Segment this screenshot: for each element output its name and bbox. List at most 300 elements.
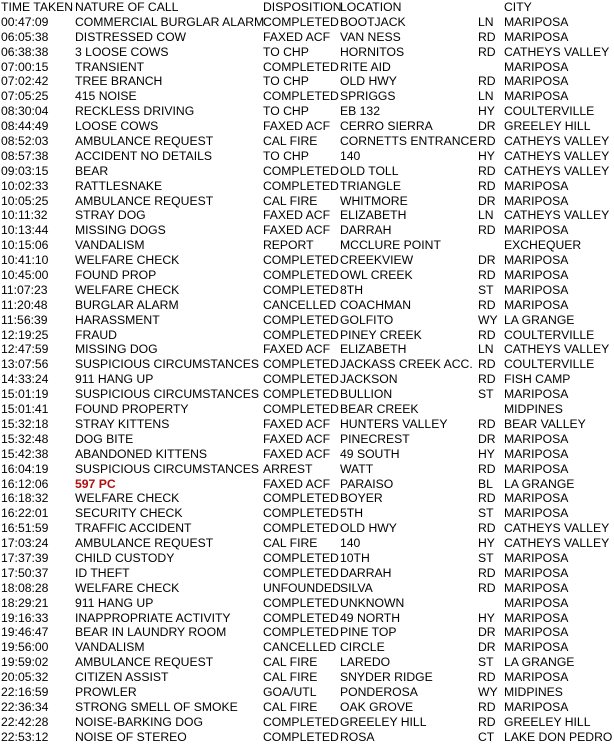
- cell-city: EXCHEQUER: [504, 238, 582, 253]
- cell-street-suffix: DR: [478, 193, 496, 208]
- cell-location: OLD HWY: [340, 521, 397, 536]
- cell-time: 11:07:23: [1, 282, 48, 297]
- cell-location: OLD TOLL: [340, 163, 399, 178]
- cell-location: VAN NESS: [340, 29, 401, 44]
- cell-disposition: COMPLETED: [263, 387, 339, 402]
- table-row: [1, 521, 613, 536]
- cell-disposition: COMPLETED: [263, 625, 339, 640]
- cell-city: MARIPOSA: [504, 640, 569, 655]
- cell-location: OWL CREEK: [340, 268, 413, 283]
- cell-location: JACKASS CREEK ACC.: [340, 357, 473, 372]
- cell-disposition: COMPLETED: [263, 714, 339, 729]
- cell-location: SNYDER RIDGE: [340, 670, 433, 685]
- table-row: [1, 283, 613, 298]
- cell-city: MARIPOSA: [504, 699, 569, 714]
- cell-location: BOYER: [340, 491, 383, 506]
- cell-city: MARIPOSA: [504, 506, 569, 521]
- cell-time: 16:12:06: [1, 476, 49, 491]
- cell-city: MARIPOSA: [504, 491, 569, 506]
- cell-city: CATHEYS VALLEY: [504, 163, 610, 178]
- cell-nature-of-call: SUSPICIOUS CIRCUMSTANCES: [75, 387, 259, 402]
- cell-nature-of-call: AMBULANCE REQUEST: [75, 536, 214, 551]
- header-time-taken: TIME TAKEN: [1, 0, 74, 14]
- cell-street-suffix: RD: [478, 372, 496, 387]
- cell-location: DARRAH: [340, 565, 392, 580]
- cell-street-suffix: BL: [478, 476, 493, 491]
- table-row: [1, 670, 613, 685]
- cell-location: UNKNOWN: [340, 595, 405, 610]
- cell-time: 06:38:38: [1, 44, 49, 59]
- cell-street-suffix: RD: [478, 268, 496, 283]
- cell-time: 15:42:38: [1, 446, 49, 461]
- cell-city: COULTERVILLE: [504, 104, 595, 119]
- table-row: [1, 551, 613, 566]
- cell-time: 18:08:28: [1, 580, 49, 595]
- cell-nature-of-call: MISSING DOGS: [75, 223, 166, 238]
- cell-street-suffix: RD: [478, 580, 496, 595]
- table-row: [1, 268, 613, 283]
- cell-street-suffix: RD: [478, 297, 496, 312]
- table-row: [1, 328, 613, 343]
- header-city: CITY: [504, 0, 532, 14]
- table-row: [1, 164, 613, 179]
- cell-location: CORNETTS ENTRANCE: [340, 134, 478, 149]
- table-row: [1, 447, 613, 462]
- cell-location: WATT: [340, 461, 374, 476]
- cell-street-suffix: LN: [478, 14, 494, 29]
- table-row: [1, 730, 613, 745]
- cell-location: PINEY CREEK: [340, 327, 422, 342]
- cell-street-suffix: RD: [478, 74, 496, 89]
- cell-street-suffix: DR: [478, 640, 496, 655]
- cell-street-suffix: WY: [478, 312, 498, 327]
- cell-nature-of-call: AMBULANCE REQUEST: [75, 193, 214, 208]
- cell-city: COULTERVILLE: [504, 327, 595, 342]
- cell-city: MARIPOSA: [504, 59, 569, 74]
- cell-nature-of-call: CHILD CUSTODY: [75, 550, 175, 565]
- cell-city: LA GRANGE: [504, 476, 575, 491]
- cell-location: SPRIGGS: [340, 89, 396, 104]
- cell-time: 10:45:00: [1, 268, 49, 283]
- cell-time: 08:52:03: [1, 134, 49, 149]
- cell-disposition: COMPLETED: [263, 595, 339, 610]
- cell-disposition: REPORT: [263, 238, 314, 253]
- cell-street-suffix: RD: [478, 44, 496, 59]
- table-row: [1, 640, 613, 655]
- cell-disposition: COMPLETED: [263, 178, 339, 193]
- cell-disposition: CAL FIRE: [263, 670, 318, 685]
- cell-disposition: COMPLETED: [263, 163, 339, 178]
- cell-disposition: CANCELLED: [263, 640, 337, 655]
- cell-city: MARIPOSA: [504, 268, 569, 283]
- table-row: [1, 104, 613, 119]
- cell-street-suffix: HY: [478, 148, 495, 163]
- cell-disposition: CAL FIRE: [263, 193, 318, 208]
- cell-nature-of-call: FOUND PROP: [75, 268, 157, 283]
- call-rows: [1, 15, 613, 745]
- cell-street-suffix: DR: [478, 119, 496, 134]
- cell-city: MARIPOSA: [504, 178, 569, 193]
- cell-location: ELIZABETH: [340, 208, 407, 223]
- cell-street-suffix: HY: [478, 104, 495, 119]
- cell-street-suffix: RD: [478, 699, 496, 714]
- cell-nature-of-call: STRONG SMELL OF SMOKE: [75, 699, 238, 714]
- table-row: [1, 253, 613, 268]
- cell-city: GREELEY HILL: [504, 119, 591, 134]
- table-row: [1, 685, 613, 700]
- cell-disposition: COMPLETED: [263, 491, 339, 506]
- table-row: [1, 462, 613, 477]
- cell-disposition: COMPLETED: [263, 357, 339, 372]
- cell-time: 07:05:25: [1, 89, 49, 104]
- cell-disposition: COMPLETED: [263, 729, 339, 744]
- cell-disposition: FAXED ACF: [263, 446, 331, 461]
- cell-street-suffix: ST: [478, 387, 494, 402]
- cell-location: RITE AID: [340, 59, 391, 74]
- header-row: [1, 0, 613, 15]
- table-row: [1, 655, 613, 670]
- cell-location: BOOTJACK: [340, 14, 406, 29]
- table-row: [1, 342, 613, 357]
- cell-disposition: COMPLETED: [263, 59, 339, 74]
- cell-disposition: COMPLETED: [263, 327, 339, 342]
- cell-time: 16:51:59: [1, 521, 49, 536]
- cell-street-suffix: RD: [478, 714, 496, 729]
- cell-street-suffix: RD: [478, 461, 496, 476]
- cell-city: COULTERVILLE: [504, 357, 595, 372]
- cell-nature-of-call: AMBULANCE REQUEST: [75, 134, 214, 149]
- cell-location: 140: [340, 148, 361, 163]
- cell-city: MARIPOSA: [504, 431, 569, 446]
- cell-disposition: COMPLETED: [263, 312, 339, 327]
- cell-city: CATHEYS VALLEY: [504, 342, 610, 357]
- cell-street-suffix: RD: [478, 327, 496, 342]
- cell-street-suffix: DR: [478, 431, 496, 446]
- cell-disposition: TO CHP: [263, 44, 309, 59]
- cell-city: MARIPOSA: [504, 387, 569, 402]
- cell-time: 13:07:56: [1, 357, 49, 372]
- cell-city: CATHEYS VALLEY: [504, 134, 610, 149]
- cell-city: CATHEYS VALLEY: [504, 148, 610, 163]
- cell-disposition: CAL FIRE: [263, 699, 318, 714]
- cell-location: DARRAH: [340, 223, 392, 238]
- cell-city: MARIPOSA: [504, 550, 569, 565]
- table-row: [1, 298, 613, 313]
- cell-street-suffix: LN: [478, 89, 494, 104]
- cell-location: ROSA: [340, 729, 375, 744]
- cell-nature-of-call: ID THEFT: [75, 565, 130, 580]
- cell-street-suffix: RD: [478, 357, 496, 372]
- table-row: [1, 74, 613, 89]
- cell-nature-of-call: TREE BRANCH: [75, 74, 163, 89]
- cell-city: LA GRANGE: [504, 655, 575, 670]
- cell-nature-of-call: DISTRESSED COW: [75, 29, 187, 44]
- table-row: [1, 194, 613, 209]
- cell-street-suffix: WY: [478, 684, 498, 699]
- cell-time: 17:37:39: [1, 550, 49, 565]
- cell-disposition: CANCELLED: [263, 297, 337, 312]
- cell-street-suffix: RD: [478, 521, 496, 536]
- cell-street-suffix: RD: [478, 163, 496, 178]
- cell-time: 10:13:44: [1, 223, 49, 238]
- cell-city: MARIPOSA: [504, 625, 569, 640]
- cell-disposition: FAXED ACF: [263, 342, 331, 357]
- cell-time: 15:01:41: [1, 402, 49, 417]
- cell-disposition: FAXED ACF: [263, 119, 331, 134]
- header-nature-of-call: NATURE OF CALL: [75, 0, 179, 14]
- cell-city: CATHEYS VALLEY: [504, 536, 610, 551]
- table-row: [1, 536, 613, 551]
- cell-nature-of-call: WELFARE CHECK: [75, 491, 180, 506]
- cell-location: 49 NORTH: [340, 610, 401, 625]
- cell-city: MARIPOSA: [504, 253, 569, 268]
- table-row: [1, 30, 613, 45]
- cell-time: 16:22:01: [1, 506, 49, 521]
- table-row: [1, 491, 613, 506]
- table-row: [1, 372, 613, 387]
- cell-nature-of-call: 597 PC: [75, 476, 116, 491]
- cell-time: 09:03:15: [1, 163, 49, 178]
- cell-disposition: TO CHP: [263, 104, 309, 119]
- cell-nature-of-call: 415 NOISE: [75, 89, 137, 104]
- cell-time: 10:02:33: [1, 178, 49, 193]
- cell-disposition: ARREST: [263, 461, 313, 476]
- cell-time: 16:18:32: [1, 491, 49, 506]
- cell-nature-of-call: CITIZEN ASSIST: [75, 670, 169, 685]
- cell-city: CATHEYS VALLEY: [504, 44, 610, 59]
- cell-nature-of-call: SECURITY CHECK: [75, 506, 183, 521]
- cell-time: 08:30:04: [1, 104, 49, 119]
- cell-nature-of-call: BURGLAR ALARM: [75, 297, 179, 312]
- cell-time: 08:57:38: [1, 148, 49, 163]
- table-row: [1, 119, 613, 134]
- cell-nature-of-call: BEAR: [75, 163, 109, 178]
- table-row: [1, 625, 613, 640]
- cell-time: 12:47:59: [1, 342, 49, 357]
- cell-location: COACHMAN: [340, 297, 412, 312]
- cell-location: PINE TOP: [340, 625, 397, 640]
- cell-nature-of-call: WELFARE CHECK: [75, 253, 180, 268]
- cell-disposition: COMPLETED: [263, 253, 339, 268]
- cell-location: MCCLURE POINT: [340, 238, 441, 253]
- cell-nature-of-call: ABANDONED KITTENS: [75, 446, 208, 461]
- cell-location: OAK GROVE: [340, 699, 414, 714]
- cell-nature-of-call: STRAY KITTENS: [75, 416, 170, 431]
- cell-time: 15:32:48: [1, 431, 49, 446]
- cell-nature-of-call: VANDALISM: [75, 640, 145, 655]
- cell-location: SILVA: [340, 580, 373, 595]
- cell-street-suffix: RD: [478, 565, 496, 580]
- cell-time: 17:03:24: [1, 536, 49, 551]
- cell-location: GOLFITO: [340, 312, 394, 327]
- cell-street-suffix: RD: [478, 178, 496, 193]
- cell-nature-of-call: NOISE-BARKING DOG: [75, 714, 203, 729]
- cell-disposition: COMPLETED: [263, 550, 339, 565]
- cell-location: HORNITOS: [340, 44, 405, 59]
- cell-disposition: COMPLETED: [263, 372, 339, 387]
- cell-location: CERRO SIERRA: [340, 119, 433, 134]
- table-row: [1, 581, 613, 596]
- cell-street-suffix: RD: [478, 670, 496, 685]
- cell-nature-of-call: STRAY DOG: [75, 208, 146, 223]
- cell-city: MARIPOSA: [504, 297, 569, 312]
- table-row: [1, 313, 613, 328]
- table-row: [1, 387, 613, 402]
- cell-time: 11:20:48: [1, 297, 48, 312]
- cell-nature-of-call: SUSPICIOUS CIRCUMSTANCES: [75, 461, 259, 476]
- cell-location: WHITMORE: [340, 193, 408, 208]
- table-row: [1, 45, 613, 60]
- cell-time: 14:33:24: [1, 372, 49, 387]
- table-row: [1, 417, 613, 432]
- table-row: [1, 89, 613, 104]
- cell-city: MARIPOSA: [504, 193, 569, 208]
- cell-street-suffix: CT: [478, 729, 495, 744]
- cell-location: TRIANGLE: [340, 178, 401, 193]
- cell-location: GREELEY HILL: [340, 714, 427, 729]
- cell-city: GREELEY HILL: [504, 714, 591, 729]
- table-row: [1, 60, 613, 75]
- cell-street-suffix: LN: [478, 342, 494, 357]
- cell-city: MARIPOSA: [504, 580, 569, 595]
- cell-time: 22:36:34: [1, 699, 49, 714]
- cell-disposition: FAXED ACF: [263, 223, 331, 238]
- cell-street-suffix: ST: [478, 655, 494, 670]
- cell-city: MARIPOSA: [504, 670, 569, 685]
- table-row: [1, 715, 613, 730]
- cell-disposition: GOA/UTL: [263, 684, 317, 699]
- cell-time: 19:46:47: [1, 625, 49, 640]
- cell-time: 22:42:28: [1, 714, 49, 729]
- header-disposition: DISPOSITION: [263, 0, 342, 14]
- cell-nature-of-call: NOISE OF STEREO: [75, 729, 187, 744]
- cell-nature-of-call: BEAR IN LAUNDRY ROOM: [75, 625, 227, 640]
- cell-street-suffix: RD: [478, 491, 496, 506]
- cell-nature-of-call: RECKLESS DRIVING: [75, 104, 195, 119]
- cell-disposition: UNFOUNDED: [263, 580, 341, 595]
- cell-city: FISH CAMP: [504, 372, 571, 387]
- cell-location: OLD HWY: [340, 74, 397, 89]
- cell-disposition: CAL FIRE: [263, 536, 318, 551]
- cell-nature-of-call: HARASSMENT: [75, 312, 160, 327]
- cell-nature-of-call: PROWLER: [75, 684, 137, 699]
- cell-location: CIRCLE: [340, 640, 385, 655]
- cell-time: 10:41:10: [1, 253, 49, 268]
- cell-nature-of-call: LOOSE COWS: [75, 119, 159, 134]
- cell-time: 07:02:42: [1, 74, 49, 89]
- table-row: [1, 179, 613, 194]
- table-row: [1, 402, 613, 417]
- cell-city: MARIPOSA: [504, 446, 569, 461]
- cell-nature-of-call: WELFARE CHECK: [75, 282, 180, 297]
- call-log-table: [1, 0, 613, 745]
- header-location: LOCATION: [340, 0, 402, 14]
- cell-time: 19:59:02: [1, 655, 49, 670]
- cell-time: 10:05:25: [1, 193, 49, 208]
- cell-location: EB 132: [340, 104, 380, 119]
- cell-city: MARIPOSA: [504, 565, 569, 580]
- cell-street-suffix: RD: [478, 223, 496, 238]
- cell-city: MIDPINES: [504, 684, 563, 699]
- cell-time: 08:44:49: [1, 119, 49, 134]
- cell-time: 16:04:19: [1, 461, 49, 476]
- cell-street-suffix: HY: [478, 610, 495, 625]
- cell-nature-of-call: FOUND PROPERTY: [75, 402, 189, 417]
- cell-location: ELIZABETH: [340, 342, 407, 357]
- cell-time: 22:16:59: [1, 684, 49, 699]
- cell-location: BULLION: [340, 387, 393, 402]
- cell-street-suffix: LN: [478, 208, 494, 223]
- cell-time: 19:56:00: [1, 640, 49, 655]
- cell-city: MARIPOSA: [504, 595, 569, 610]
- cell-nature-of-call: INAPPROPRIATE ACTIVITY: [75, 610, 231, 625]
- cell-location: 10TH: [340, 550, 370, 565]
- cell-disposition: FAXED ACF: [263, 208, 331, 223]
- cell-nature-of-call: SUSPICIOUS CIRCUMSTANCES: [75, 357, 259, 372]
- cell-location: 5TH: [340, 506, 364, 521]
- table-row: [1, 357, 613, 372]
- cell-disposition: FAXED ACF: [263, 476, 331, 491]
- cell-disposition: TO CHP: [263, 148, 309, 163]
- cell-location: PONDEROSA: [340, 684, 418, 699]
- cell-city: CATHEYS VALLEY: [504, 521, 610, 536]
- cell-time: 10:15:06: [1, 238, 49, 253]
- cell-location: HUNTERS VALLEY: [340, 416, 448, 431]
- cell-location: CREEKVIEW: [340, 253, 414, 268]
- cell-street-suffix: DR: [478, 253, 496, 268]
- cell-nature-of-call: TRAFFIC ACCIDENT: [75, 521, 192, 536]
- cell-street-suffix: HY: [478, 446, 495, 461]
- cell-city: MARIPOSA: [504, 14, 569, 29]
- table-row: [1, 566, 613, 581]
- table-row: [1, 611, 613, 626]
- cell-time: 00:47:09: [1, 14, 49, 29]
- cell-location: BEAR CREEK: [340, 402, 419, 417]
- cell-street-suffix: ST: [478, 550, 494, 565]
- cell-time: 07:00:15: [1, 59, 49, 74]
- cell-city: MARIPOSA: [504, 89, 569, 104]
- table-row: [1, 432, 613, 447]
- cell-nature-of-call: AMBULANCE REQUEST: [75, 655, 214, 670]
- cell-disposition: COMPLETED: [263, 565, 339, 580]
- cell-nature-of-call: ACCIDENT NO DETAILS: [75, 148, 213, 163]
- cell-city: MARIPOSA: [504, 282, 569, 297]
- cell-city: MARIPOSA: [504, 74, 569, 89]
- cell-street-suffix: ST: [478, 282, 494, 297]
- table-row: [1, 506, 613, 521]
- table-row: [1, 700, 613, 715]
- table-row: [1, 15, 613, 30]
- cell-disposition: FAXED ACF: [263, 29, 331, 44]
- cell-nature-of-call: WELFARE CHECK: [75, 580, 180, 595]
- cell-city: MARIPOSA: [504, 461, 569, 476]
- cell-time: 18:29:21: [1, 595, 49, 610]
- cell-disposition: COMPLETED: [263, 506, 339, 521]
- cell-nature-of-call: DOG BITE: [75, 431, 134, 446]
- cell-time: 15:01:19: [1, 387, 49, 402]
- cell-street-suffix: RD: [478, 416, 496, 431]
- cell-nature-of-call: TRANSIENT: [75, 59, 145, 74]
- cell-time: 19:16:33: [1, 610, 49, 625]
- table-row: [1, 149, 613, 164]
- table-row: [1, 208, 613, 223]
- cell-city: LA GRANGE: [504, 312, 575, 327]
- cell-time: 12:19:25: [1, 327, 49, 342]
- cell-nature-of-call: RATTLESNAKE: [75, 178, 163, 193]
- cell-street-suffix: DR: [478, 625, 496, 640]
- cell-time: 20:05:32: [1, 670, 49, 685]
- cell-nature-of-call: 3 LOOSE COWS: [75, 44, 169, 59]
